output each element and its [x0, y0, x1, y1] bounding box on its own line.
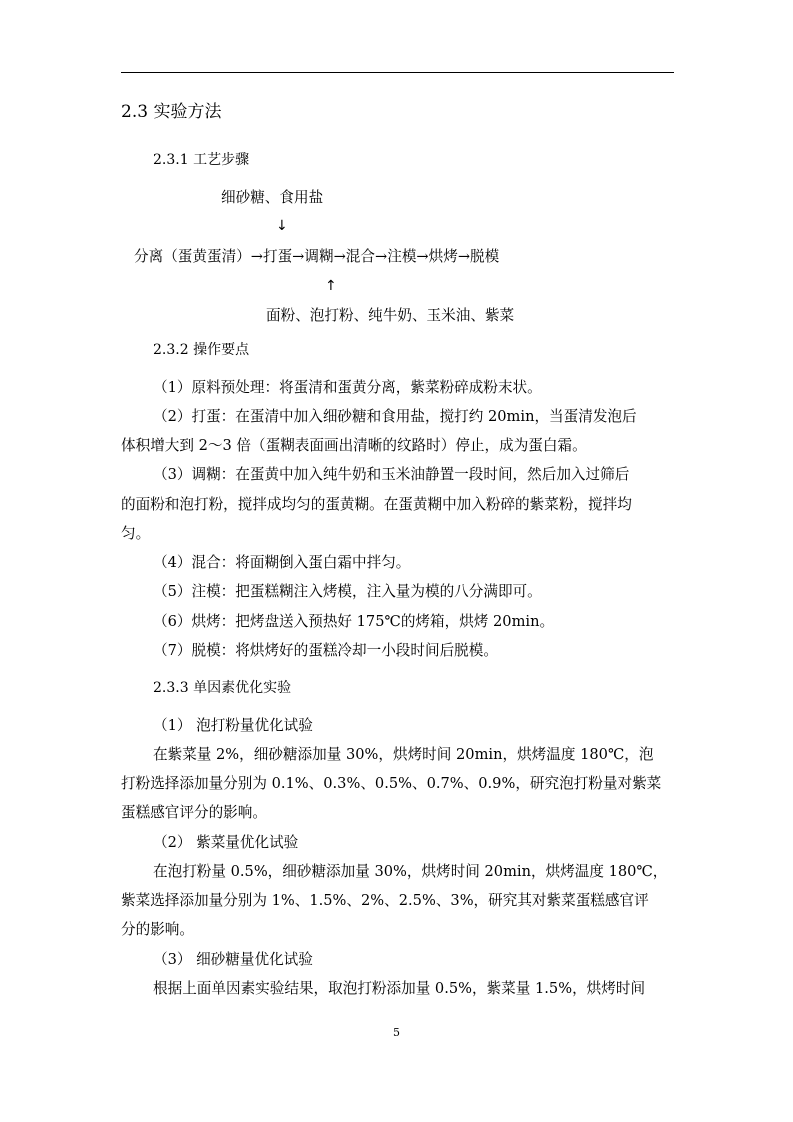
- up-arrow-icon: ↑: [325, 278, 337, 294]
- down-arrow-icon: ↓: [276, 218, 288, 234]
- paragraph-line: 打粉选择添加量分别为 0.1%、0.3%、0.5%、0.7%、0.9%，研究泡打粉量对紫菜: [121, 775, 662, 792]
- paragraph-line: （1） 泡打粉量优化试验: [153, 717, 313, 734]
- paragraph-line: （7）脱模：将烘烤好的蛋糕冷却一小段时间后脱模。: [153, 642, 498, 659]
- page-number: 5: [393, 1026, 400, 1039]
- subsection-title-key-points: 2.3.2 操作要点: [153, 342, 250, 358]
- paragraph-line: 在泡打粉量 0.5%，细砂糖添加量 30%，烘烤时间 20min，烘烤温度 180℃，: [153, 863, 668, 880]
- flow-process: 分离（蛋黄蛋清）→打蛋→调糊→混合→注模→烘烤→脱模: [134, 248, 500, 265]
- paragraph-line: （1）原料预处理：将蛋清和蛋黄分离，紫菜粉碎成粉末状。: [153, 379, 542, 396]
- paragraph-line: （6）烘烤：把烤盘送入预热好 175℃的烤箱，烘烤 20min。: [153, 613, 555, 630]
- subsection-title-process: 2.3.1 工艺步骤: [153, 152, 250, 168]
- paragraph-line: 匀。: [121, 525, 151, 542]
- paragraph-line: 分的影响。: [121, 921, 194, 938]
- paragraph-line: （4）混合：将面糊倒入蛋白霜中拌匀。: [153, 554, 411, 571]
- paragraph-line: 在紫菜量 2%，细砂糖添加量 30%，烘烤时间 20min，烘烤温度 180℃，泡: [153, 746, 654, 763]
- header-rule: [121, 72, 674, 73]
- paragraph-line: 体积增大到 2～3 倍（蛋糊表面画出清晰的纹路时）停止，成为蛋白霜。: [121, 437, 587, 454]
- paragraph-line: （3） 细砂糖量优化试验: [153, 951, 313, 968]
- flow-top-ingredients: 细砂糖、食用盐: [221, 189, 324, 206]
- section-title: 2.3 实验方法: [121, 102, 222, 122]
- paragraph-line: 根据上面单因素实验结果，取泡打粉添加量 0.5%，紫菜量 1.5%，烘烤时间: [153, 980, 646, 997]
- paragraph-line: （5）注模：把蛋糕糊注入烤模，注入量为模的八分满即可。: [153, 583, 542, 600]
- paragraph-line: 的面粉和泡打粉，搅拌成均匀的蛋黄糊。在蛋黄糊中加入粉碎的紫菜粉，搅拌均: [121, 496, 632, 513]
- paragraph-line: （2）打蛋：在蛋清中加入细砂糖和食用盐，搅打约 20min，当蛋清发泡后: [153, 408, 637, 425]
- paragraph-line: 蛋糕感官评分的影响。: [121, 804, 267, 821]
- flow-bottom-ingredients: 面粉、泡打粉、纯牛奶、玉米油、紫菜: [266, 307, 515, 324]
- paragraph-line: 紫菜选择添加量分别为 1%、1.5%、2%、2.5%、3%，研究其对紫菜蛋糕感官评: [121, 892, 649, 909]
- subsection-title-single-factor: 2.3.3 单因素优化实验: [153, 680, 292, 696]
- paragraph-line: （3）调糊：在蛋黄中加入纯牛奶和玉米油静置一段时间，然后加入过筛后: [153, 466, 630, 483]
- paragraph-line: （2） 紫菜量优化试验: [153, 834, 299, 851]
